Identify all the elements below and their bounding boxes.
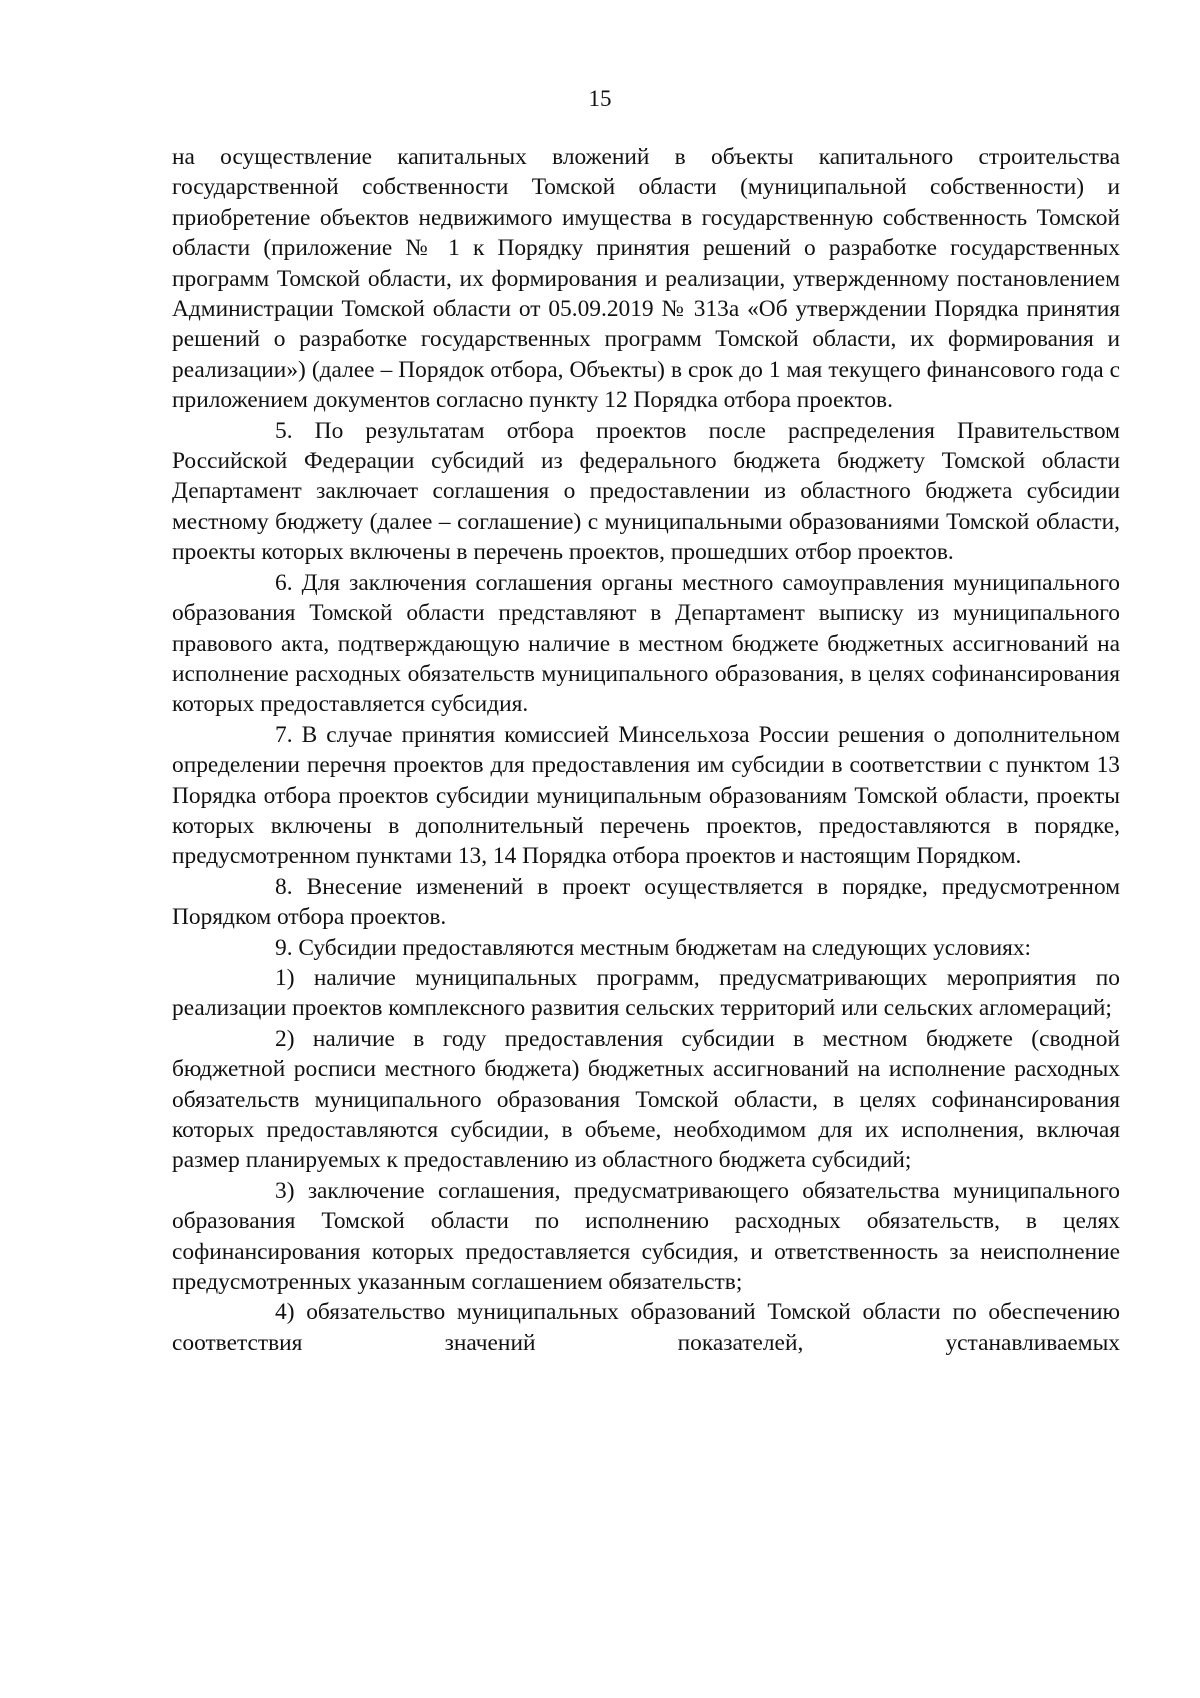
paragraph-item-7: 7. В случае принятия комиссией Минсельхоза России решения о дополнительном определении перечня проектов для предоставления им субсидии в соответствии с пунктом 13 Порядка отбора проектов субсидии муниципальным образованиям Томской области, проекты которых включены в дополнительный перечень проектов, предоставляются в порядке, предусмотренном пунктами 13, 14 Порядка отбора проектов и настоящим Порядком. (172, 721, 1120, 870)
paragraph-item-9: 9. Субсидии предоставляются местным бюджетам на следующих условиях: (275, 934, 1032, 961)
paragraph-item-8: 8. Внесение изменений в проект осуществляется в порядке, предусмотренном Порядком отбора проектов. (172, 873, 1120, 931)
document-body (172, 142, 1120, 1358)
paragraph-subitem-2: 2) наличие в году предоставления субсидии в местном бюджете (сводной бюджетной росписи местного бюджета) бюджетных ассигнований на исполнение расходных обязательств муниципального образования Томской области, в целях софинансирования которых предоставляются субсидии, в объеме, необходимом для их исполнения, включая размер планируемых к предоставлению из областного бюджета субсидий; (172, 1025, 1120, 1174)
paragraph-intro-continuation: на осуществление капитальных вложений в объекты капитального строительства государственной собственности Томской области (муниципальной собственности) и приобретение объектов недвижимого имущества в государственную собственность Томской области (приложение № 1 к Порядку принятия решений о разработке государственных программ Томской области, их формирования и реализации, утвержденному постановлением Администрации Томской области от 05.09.2019 № 313а «Об утверждении Порядка принятия решений о разработке государственных программ Томской области, их формирования и реализации») (далее – Порядок отбора, Объекты) в срок до 1 мая текущего финансового года с приложением документов согласно пункту 12 Порядка отбора проектов. (172, 144, 1120, 414)
paragraph-subitem-3: 3) заключение соглашения, предусматривающего обязательства муниципального образования Томской области по исполнению расходных обязательств, в целях софинансирования которых предоставляется субсидия, и ответственность за неисполнение предусмотренных указанным соглашением обязательств; (172, 1177, 1120, 1296)
page-number: 15 (588, 86, 612, 111)
paragraph-item-5: 5. По результатам отбора проектов после распределения Правительством Российской Федерации субсидий из федерального бюджета бюджету Томской области Департамент заключает соглашения о предоставлении из областного бюджета субсидии местному бюджету (далее – соглашение) с муниципальными образованиями Томской области, проекты которых включены в перечень проектов, прошедших отбор проектов. (172, 417, 1120, 566)
paragraph-subitem-4: 4) обязательство муниципальных образований Томской области по обеспечению соответствия значений показателей, устанавливаемых (172, 1299, 1120, 1356)
paragraph-item-6: 6. Для заключения соглашения органы местного самоуправления муниципального образования Томской области представляют в Департамент выписку из муниципального правового акта, подтверждающую наличие в местном бюджете бюджетных ассигнований на исполнение расходных обязательств муниципального образования, в целях софинансирования которых предоставляется субсидия. (172, 569, 1120, 718)
paragraph-subitem-1: 1) наличие муниципальных программ, предусматривающих мероприятия по реализации проектов комплексного развития сельских территорий или сельских агломераций; (172, 964, 1120, 1022)
